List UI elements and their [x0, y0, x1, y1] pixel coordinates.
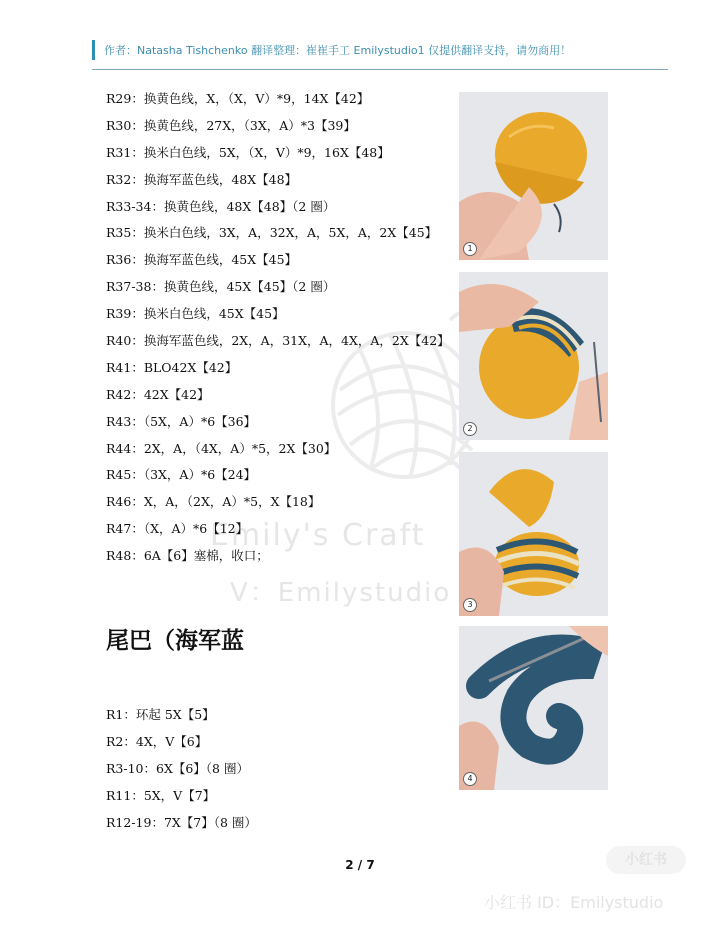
pattern-row: R43：（5X，A）*6【36】: [106, 413, 257, 429]
watermark-brand: Emily's Craft: [210, 518, 426, 553]
pattern-row: R48：6A【6】塞棉，收口；: [106, 548, 269, 564]
photo-step-badge: 2: [463, 422, 477, 436]
pattern-row: R29：换黄色线，X，（X，V）*9，14X【42】: [106, 91, 370, 106]
pattern-row: R37-38：换黄色线，45X【45】（2 圈）: [106, 279, 336, 295]
footer-watermark: 小红书 ID：Emilystudio: [484, 893, 664, 912]
pattern-row: R39：换米白色线，45X【45】: [106, 306, 285, 322]
pattern-row: R44：2X，A，（4X，A）*5，2X【30】: [106, 440, 337, 456]
pattern-row: R46：X，A，（2X，A）*5，X【18】: [106, 494, 321, 510]
pattern-row: R41：BLO42X【42】: [106, 359, 238, 375]
photo-step-badge: 3: [463, 598, 477, 612]
watermark-id: V：Emilystudio: [230, 578, 452, 608]
pattern-row: R2：4X，V【6】: [106, 733, 208, 749]
tail-pattern-rows: [106, 702, 466, 836]
photo-step-badge: 4: [463, 772, 477, 786]
pattern-row: R31：换米白色线，5X，（X，V）*9，16X【48】: [106, 144, 390, 160]
pattern-row: R30：换黄色线，27X，（3X，A）*3【39】: [106, 117, 356, 133]
pattern-row: R45：（3X，A）*6【24】: [106, 467, 257, 483]
photo-step-badge: 1: [463, 242, 477, 256]
step-photo-2: [459, 272, 608, 440]
pattern-row: R47：（X，A）*6【12】: [106, 521, 249, 537]
header-accent-bar: [92, 40, 95, 60]
step-photo-1: [459, 92, 608, 260]
page-number: 2 / 7: [345, 858, 375, 872]
pattern-row: R33-34：换黄色线，48X【48】（2 圈）: [106, 198, 336, 214]
step-photo-4: [459, 626, 608, 790]
section-title-tail: 尾巴（海军蓝: [106, 627, 244, 654]
footer-logo: 小红书: [606, 846, 686, 874]
step-photo-3: [459, 452, 608, 616]
pattern-row: R32：换海军蓝色线，48X【48】: [106, 171, 298, 187]
pattern-row: R12-19：7X【7】（8 圈）: [106, 814, 257, 830]
pattern-row: R35：换米白色线，3X，A，32X，A，5X，A，2X【45】: [106, 225, 438, 241]
body-pattern-rows: [106, 86, 466, 570]
pattern-row: R1：环起 5X【5】: [106, 707, 215, 722]
pattern-row: R3-10：6X【6】（8 圈）: [106, 760, 249, 776]
header-divider: [92, 69, 668, 70]
pattern-row: R42：42X【42】: [106, 386, 210, 402]
pattern-row: R11：5X，V【7】: [106, 787, 216, 803]
header-credit: 作者：Natasha Tishchenko 翻译整理：崔崔手工 Emilystudio1 仅提供翻译支持，请勿商用！: [104, 44, 572, 57]
pattern-row: R40：换海军蓝色线，2X，A，31X，A，4X，A，2X【42】: [106, 333, 450, 349]
pattern-row: R36：换海军蓝色线，45X【45】: [106, 252, 298, 268]
